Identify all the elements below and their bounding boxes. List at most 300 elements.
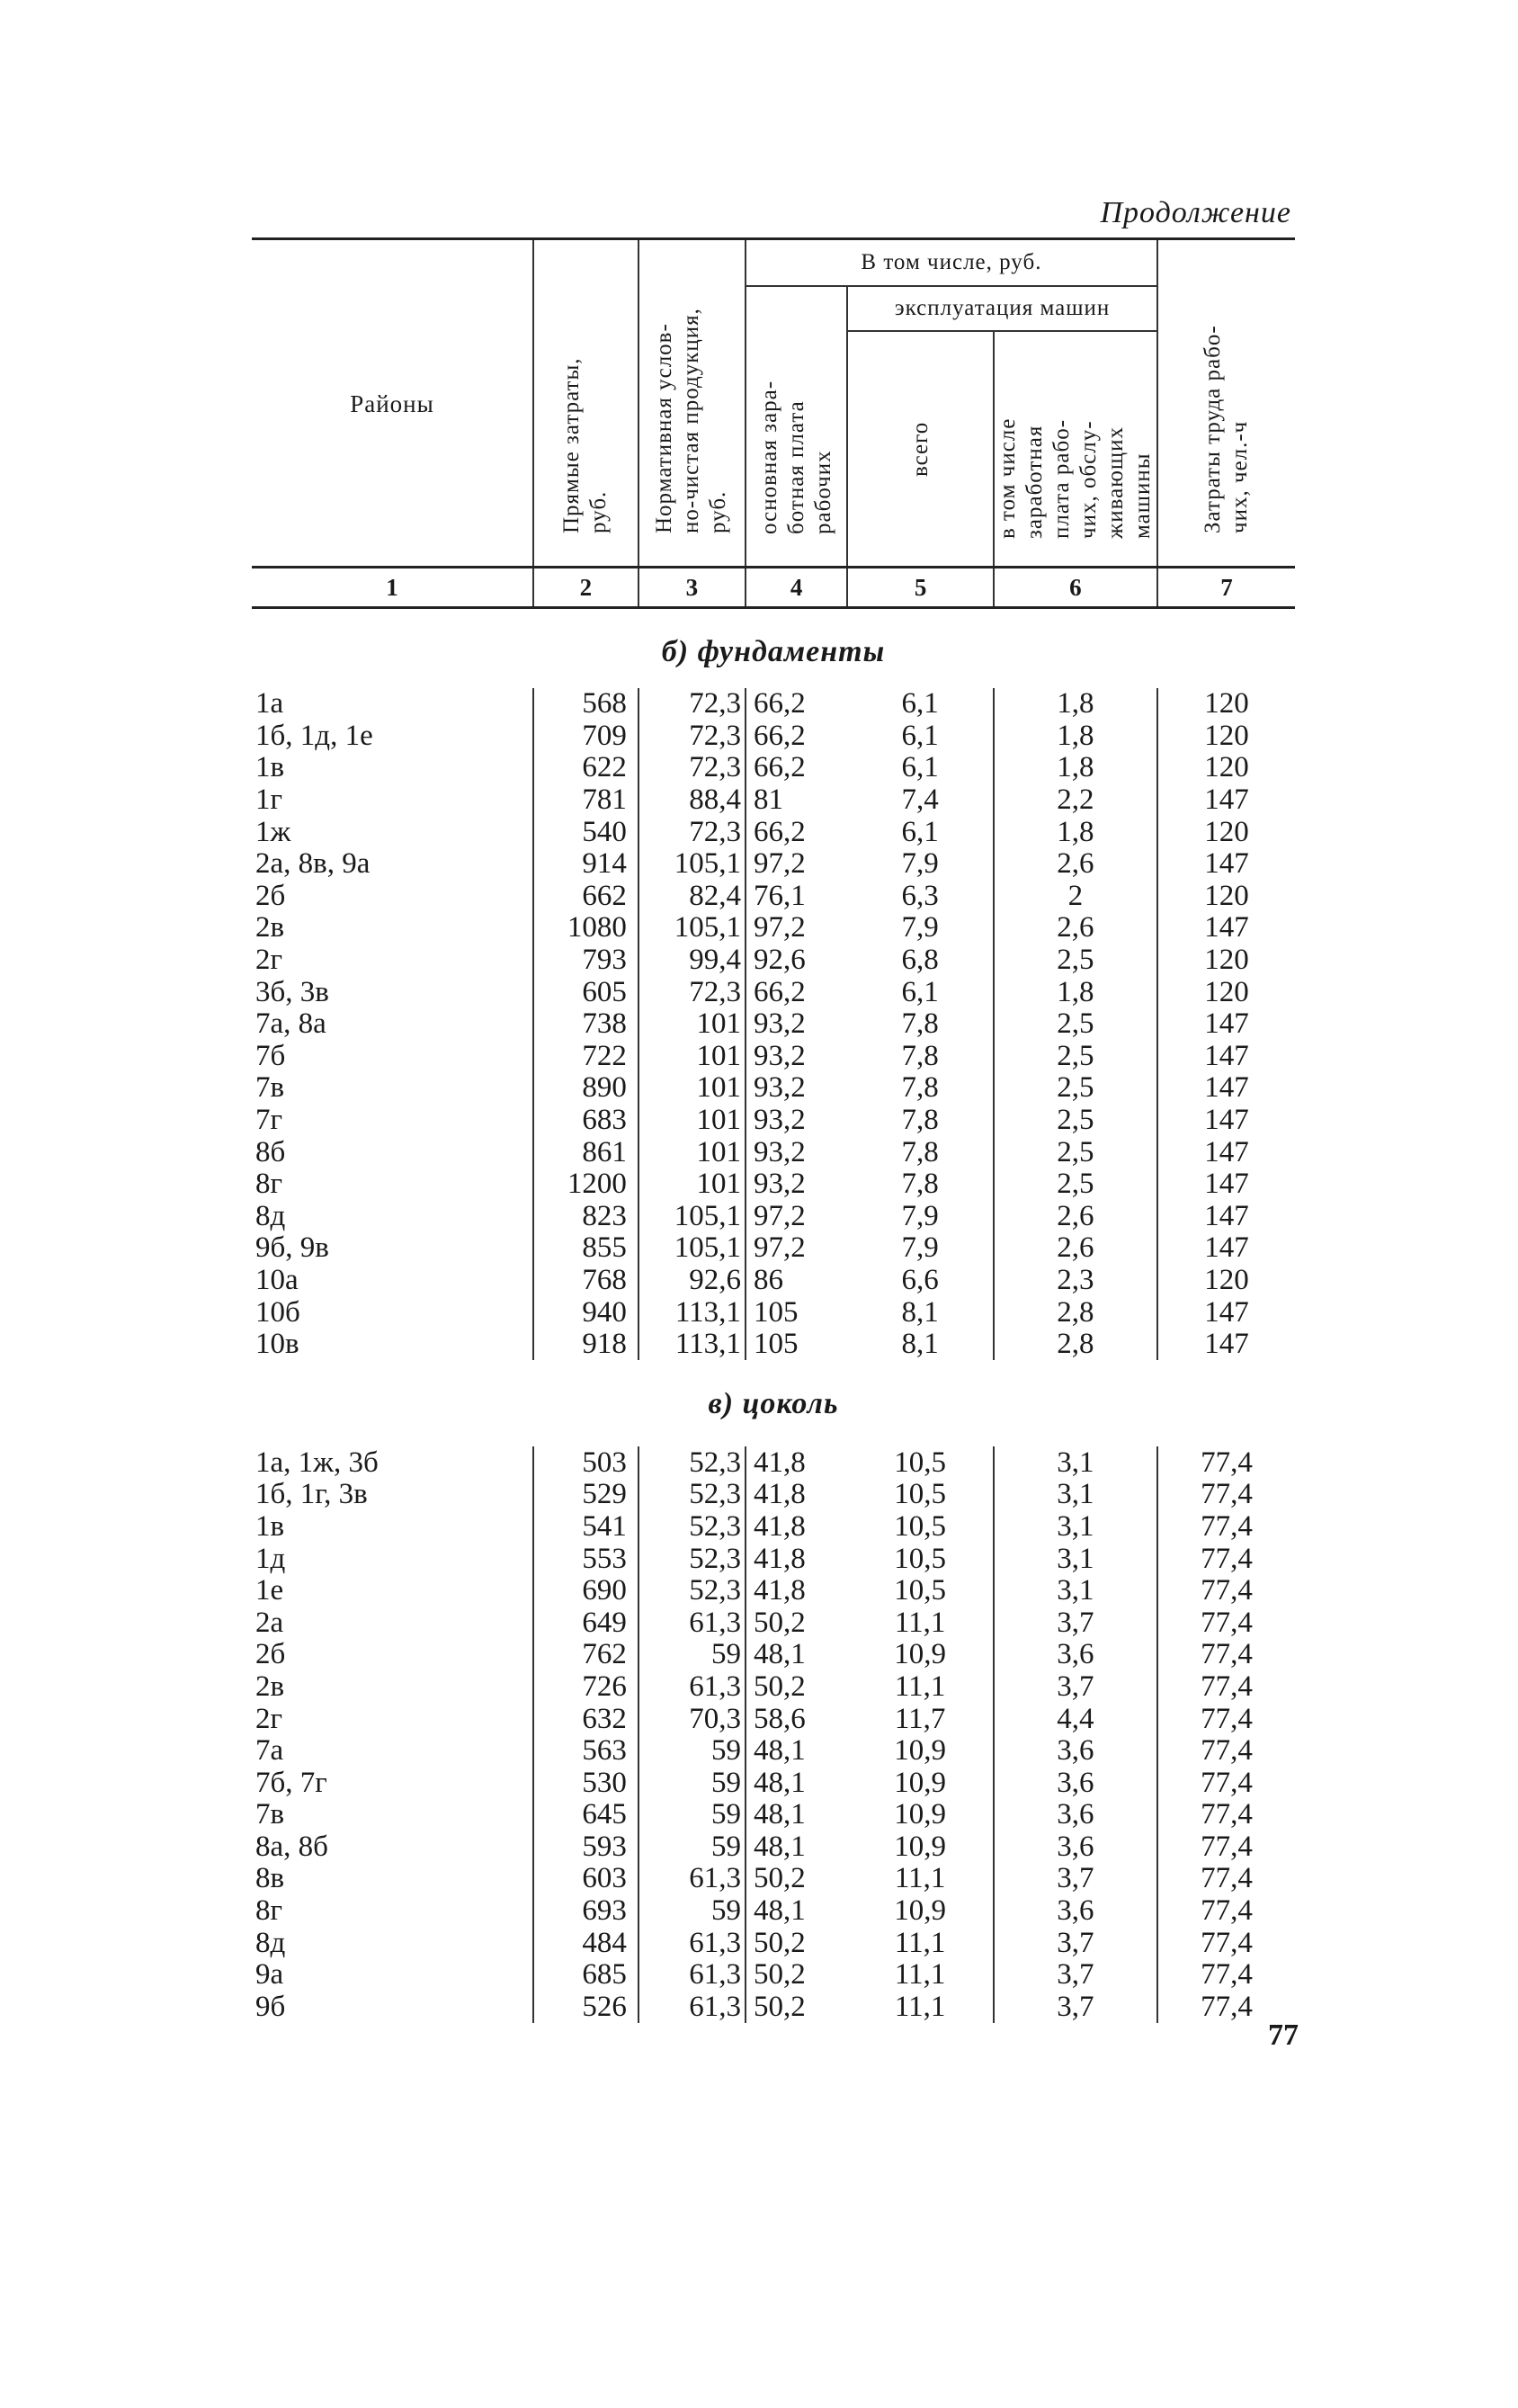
direct-costs-cell: 781 — [533, 784, 638, 817]
table-row — [252, 1703, 1295, 1735]
table-row — [252, 1008, 1295, 1041]
region-cell: 10б — [255, 1295, 300, 1329]
machine-wages-cell: 2,6 — [994, 1201, 1157, 1233]
region-cell: 7а — [255, 1734, 284, 1768]
direct-costs-cell: 738 — [533, 1008, 638, 1041]
labor-cell: 77,4 — [1157, 1639, 1295, 1671]
machine-wages-cell: 3,1 — [994, 1511, 1157, 1544]
table-row — [252, 1041, 1295, 1073]
machine-total-cell: 11,1 — [894, 1862, 946, 1895]
col-number: 2 — [533, 568, 638, 608]
machine-total-cell: 6,6 — [901, 1263, 939, 1296]
region-cell: 7в — [255, 1071, 285, 1105]
table-row — [252, 1072, 1295, 1105]
labor-cell: 77,4 — [1157, 1446, 1295, 1479]
labor-cell: 120 — [1157, 944, 1295, 977]
header-direct-costs: Прямые затраты, руб. — [533, 239, 638, 568]
machine-wages-cell: 2,5 — [994, 944, 1157, 977]
header-base-wages: основная зара- ботная плата рабочих — [746, 286, 847, 568]
base-wages-cell: 66,2 — [746, 976, 847, 1008]
region-cell: 2г — [255, 944, 283, 977]
machine-total-cell: 10,5 — [894, 1446, 946, 1479]
section-title: в) цоколь — [708, 1386, 839, 1420]
base-wages-cell: 97,2 — [746, 848, 847, 881]
table-row — [252, 1136, 1295, 1168]
normative-output-cell: 72,3 — [638, 721, 746, 753]
base-wages-cell: 92,6 — [746, 944, 847, 977]
base-wages-cell: 66,2 — [746, 752, 847, 784]
machine-wages-cell: 1,8 — [994, 976, 1157, 1008]
table-row — [252, 1232, 1295, 1265]
direct-costs-cell: 683 — [533, 1105, 638, 1137]
table-row — [252, 1511, 1295, 1544]
region-cell: 2г — [255, 1702, 283, 1735]
direct-costs-cell: 541 — [533, 1511, 638, 1544]
machine-wages-cell: 1,8 — [994, 752, 1157, 784]
machine-total-cell: 10,5 — [894, 1574, 946, 1607]
normative-output-cell: 101 — [638, 1105, 746, 1137]
machine-wages-cell: 2,8 — [994, 1329, 1157, 1361]
machine-wages-cell: 3,6 — [994, 1799, 1157, 1831]
normative-output-cell: 101 — [638, 1168, 746, 1201]
table-row — [252, 976, 1295, 1008]
region-cell: 7г — [255, 1104, 283, 1137]
normative-output-cell: 61,3 — [638, 1992, 746, 2024]
region-cell: 10а — [255, 1263, 299, 1296]
machine-total-cell: 7,8 — [901, 1039, 939, 1072]
machine-wages-cell: 1,8 — [994, 721, 1157, 753]
direct-costs-cell: 685 — [533, 1959, 638, 1992]
machine-wages-cell: 3,1 — [994, 1575, 1157, 1607]
base-wages-cell: 93,2 — [746, 1136, 847, 1168]
normative-output-cell: 52,3 — [638, 1446, 746, 1479]
base-wages-cell: 48,1 — [746, 1735, 847, 1768]
direct-costs-cell: 1080 — [533, 912, 638, 944]
direct-costs-cell: 605 — [533, 976, 638, 1008]
direct-costs-cell: 503 — [533, 1446, 638, 1479]
machine-total-cell: 7,9 — [901, 1199, 939, 1232]
table-row — [252, 1863, 1295, 1895]
labor-cell: 120 — [1157, 816, 1295, 848]
machine-wages-cell: 2,2 — [994, 784, 1157, 817]
direct-costs-cell: 603 — [533, 1863, 638, 1895]
direct-costs-cell: 645 — [533, 1799, 638, 1831]
col-number: 4 — [746, 568, 847, 608]
base-wages-cell: 48,1 — [746, 1799, 847, 1831]
base-wages-cell: 93,2 — [746, 1168, 847, 1201]
normative-output-cell: 101 — [638, 1041, 746, 1073]
col-number: 1 — [252, 568, 533, 608]
labor-cell: 77,4 — [1157, 1511, 1295, 1544]
region-cell: 2в — [255, 1669, 285, 1703]
normative-output-cell: 72,3 — [638, 688, 746, 721]
table-row — [252, 1201, 1295, 1233]
machine-total-cell: 7,8 — [901, 1168, 939, 1201]
region-cell: 1в — [255, 751, 285, 784]
machine-total-cell: 6,1 — [901, 687, 939, 721]
machine-total-cell: 8,1 — [901, 1328, 939, 1361]
header-labor: Затраты труда рабо- чих, чел.-ч — [1157, 239, 1295, 568]
direct-costs-cell: 690 — [533, 1575, 638, 1607]
labor-cell: 147 — [1157, 1296, 1295, 1329]
base-wages-cell: 66,2 — [746, 721, 847, 753]
base-wages-cell: 76,1 — [746, 881, 847, 913]
direct-costs-cell: 722 — [533, 1041, 638, 1073]
base-wages-cell: 93,2 — [746, 1072, 847, 1105]
normative-output-cell: 105,1 — [638, 848, 746, 881]
normative-output-cell: 72,3 — [638, 976, 746, 1008]
labor-cell: 77,4 — [1157, 1992, 1295, 2024]
direct-costs-cell: 726 — [533, 1671, 638, 1704]
table-row — [252, 1446, 1295, 1479]
region-cell: 7б — [255, 1039, 286, 1072]
normative-output-cell: 61,3 — [638, 1959, 746, 1992]
labor-cell: 77,4 — [1157, 1831, 1295, 1864]
region-cell: 1д — [255, 1542, 286, 1575]
base-wages-cell: 93,2 — [746, 1105, 847, 1137]
machine-total-cell: 10,5 — [894, 1509, 946, 1543]
labor-cell: 120 — [1157, 752, 1295, 784]
machine-total-cell: 10,5 — [894, 1542, 946, 1575]
machine-wages-cell: 3,1 — [994, 1479, 1157, 1511]
table-row — [252, 1575, 1295, 1607]
machine-wages-cell: 2,8 — [994, 1296, 1157, 1329]
base-wages-cell: 66,2 — [746, 816, 847, 848]
machine-total-cell: 7,4 — [901, 783, 939, 817]
normative-output-cell: 72,3 — [638, 816, 746, 848]
table-row — [252, 1543, 1295, 1575]
table-row — [252, 1767, 1295, 1799]
labor-cell: 77,4 — [1157, 1799, 1295, 1831]
direct-costs-cell: 709 — [533, 721, 638, 753]
normative-output-cell: 61,3 — [638, 1607, 746, 1639]
labor-cell: 77,4 — [1157, 1767, 1295, 1799]
region-cell: 8в — [255, 1862, 285, 1895]
labor-cell: 120 — [1157, 976, 1295, 1008]
normative-output-cell: 105,1 — [638, 1201, 746, 1233]
machine-wages-cell: 3,1 — [994, 1543, 1157, 1575]
region-cell: 2а — [255, 1606, 284, 1639]
base-wages-cell: 66,2 — [746, 688, 847, 721]
table-row — [252, 944, 1295, 977]
header-machine-group: эксплуатация машин — [847, 286, 1157, 331]
normative-output-cell: 99,4 — [638, 944, 746, 977]
direct-costs-cell: 768 — [533, 1265, 638, 1297]
base-wages-cell: 50,2 — [746, 1927, 847, 1959]
region-cell: 7б, 7г — [255, 1766, 327, 1799]
machine-wages-cell: 2,5 — [994, 1168, 1157, 1201]
region-cell: 8г — [255, 1168, 283, 1201]
header-machine-total: всего — [847, 331, 994, 568]
region-cell: 7а, 8а — [255, 1007, 326, 1041]
table-row — [252, 721, 1295, 753]
section-title-row — [252, 608, 1295, 689]
normative-output-cell: 61,3 — [638, 1863, 746, 1895]
direct-costs-cell: 693 — [533, 1895, 638, 1928]
region-cell: 1е — [255, 1574, 284, 1607]
normative-output-cell: 59 — [638, 1639, 746, 1671]
table-row — [252, 912, 1295, 944]
continuation-label: Продолжение — [1100, 196, 1291, 229]
machine-wages-cell: 2,6 — [994, 912, 1157, 944]
labor-cell: 147 — [1157, 1008, 1295, 1041]
machine-total-cell: 10,5 — [894, 1478, 946, 1511]
table-row — [252, 1329, 1295, 1361]
normative-output-cell: 52,3 — [638, 1511, 746, 1544]
region-cell: 1в — [255, 1509, 285, 1543]
table-row — [252, 1959, 1295, 1992]
table-row — [252, 1607, 1295, 1639]
region-cell: 1а, 1ж, 3б — [255, 1446, 379, 1479]
direct-costs-cell: 530 — [533, 1767, 638, 1799]
direct-costs-cell: 529 — [533, 1479, 638, 1511]
base-wages-cell: 50,2 — [746, 1671, 847, 1704]
base-wages-cell: 93,2 — [746, 1008, 847, 1041]
table-row — [252, 1799, 1295, 1831]
base-wages-cell: 48,1 — [746, 1767, 847, 1799]
base-wages-cell: 81 — [746, 784, 847, 817]
labor-cell: 120 — [1157, 1265, 1295, 1297]
direct-costs-cell: 1200 — [533, 1168, 638, 1201]
base-wages-cell: 105 — [746, 1329, 847, 1361]
base-wages-cell: 86 — [746, 1265, 847, 1297]
normative-output-cell: 105,1 — [638, 912, 746, 944]
machine-wages-cell: 3,7 — [994, 1992, 1157, 2024]
normative-output-cell: 70,3 — [638, 1703, 746, 1735]
machine-total-cell: 10,9 — [894, 1798, 946, 1831]
direct-costs-cell: 540 — [533, 816, 638, 848]
base-wages-cell: 93,2 — [746, 1041, 847, 1073]
normative-output-cell: 101 — [638, 1072, 746, 1105]
table-row — [252, 1479, 1295, 1511]
machine-total-cell: 7,8 — [901, 1071, 939, 1105]
machine-total-cell: 10,9 — [894, 1830, 946, 1863]
labor-cell: 77,4 — [1157, 1703, 1295, 1735]
col-number: 3 — [638, 568, 746, 608]
labor-cell: 147 — [1157, 1329, 1295, 1361]
normative-output-cell: 52,3 — [638, 1479, 746, 1511]
normative-output-cell: 72,3 — [638, 752, 746, 784]
machine-wages-cell: 3,6 — [994, 1767, 1157, 1799]
machine-total-cell: 6,1 — [901, 815, 939, 848]
machine-total-cell: 7,8 — [901, 1135, 939, 1168]
header-regions: Районы — [350, 389, 434, 417]
table-row — [252, 848, 1295, 881]
normative-output-cell: 59 — [638, 1735, 746, 1768]
machine-wages-cell: 1,8 — [994, 816, 1157, 848]
direct-costs-cell: 762 — [533, 1639, 638, 1671]
base-wages-cell: 97,2 — [746, 1201, 847, 1233]
region-cell: 10в — [255, 1328, 299, 1361]
base-wages-cell: 50,2 — [746, 1992, 847, 2024]
direct-costs-cell: 563 — [533, 1735, 638, 1768]
machine-total-cell: 10,9 — [894, 1734, 946, 1768]
region-cell: 1б, 1г, 3в — [255, 1478, 368, 1511]
direct-costs-cell: 793 — [533, 944, 638, 977]
machine-wages-cell: 2,5 — [994, 1008, 1157, 1041]
labor-cell: 120 — [1157, 721, 1295, 753]
machine-total-cell: 10,9 — [894, 1766, 946, 1799]
machine-total-cell: 8,1 — [901, 1295, 939, 1329]
labor-cell: 147 — [1157, 1072, 1295, 1105]
region-cell: 2б — [255, 879, 286, 912]
direct-costs-cell: 568 — [533, 688, 638, 721]
data-table — [252, 237, 1295, 2023]
normative-output-cell: 82,4 — [638, 881, 746, 913]
table-row — [252, 816, 1295, 848]
table-row — [252, 1639, 1295, 1671]
direct-costs-cell: 823 — [533, 1201, 638, 1233]
labor-cell: 77,4 — [1157, 1543, 1295, 1575]
col-number: 6 — [994, 568, 1157, 608]
table-row — [252, 1831, 1295, 1864]
machine-wages-cell: 3,6 — [994, 1895, 1157, 1928]
direct-costs-cell: 914 — [533, 848, 638, 881]
normative-output-cell: 59 — [638, 1799, 746, 1831]
labor-cell: 77,4 — [1157, 1927, 1295, 1959]
labor-cell: 77,4 — [1157, 1575, 1295, 1607]
base-wages-cell: 50,2 — [746, 1863, 847, 1895]
normative-output-cell: 61,3 — [638, 1671, 746, 1704]
labor-cell: 147 — [1157, 1232, 1295, 1265]
direct-costs-cell: 855 — [533, 1232, 638, 1265]
machine-wages-cell: 2,5 — [994, 1136, 1157, 1168]
labor-cell: 147 — [1157, 912, 1295, 944]
labor-cell: 77,4 — [1157, 1959, 1295, 1992]
direct-costs-cell: 890 — [533, 1072, 638, 1105]
machine-total-cell: 10,9 — [894, 1894, 946, 1928]
table-row — [252, 688, 1295, 721]
base-wages-cell: 48,1 — [746, 1639, 847, 1671]
base-wages-cell: 97,2 — [746, 1232, 847, 1265]
machine-wages-cell: 4,4 — [994, 1703, 1157, 1735]
machine-total-cell: 10,9 — [894, 1638, 946, 1671]
normative-output-cell: 92,6 — [638, 1265, 746, 1297]
normative-output-cell: 88,4 — [638, 784, 746, 817]
machine-total-cell: 11,1 — [894, 1926, 946, 1959]
labor-cell: 147 — [1157, 848, 1295, 881]
labor-cell: 147 — [1157, 1201, 1295, 1233]
direct-costs-cell: 918 — [533, 1329, 638, 1361]
base-wages-cell: 105 — [746, 1296, 847, 1329]
machine-total-cell: 11,1 — [894, 1669, 946, 1703]
direct-costs-cell: 553 — [533, 1543, 638, 1575]
machine-total-cell: 6,1 — [901, 975, 939, 1008]
section-title-row — [252, 1360, 1295, 1446]
machine-total-cell: 11,1 — [894, 1606, 946, 1639]
machine-wages-cell: 2,5 — [994, 1105, 1157, 1137]
region-cell: 2б — [255, 1638, 286, 1671]
page-number: 77 — [1268, 2019, 1299, 2052]
labor-cell: 147 — [1157, 1168, 1295, 1201]
col-number: 7 — [1157, 568, 1295, 608]
machine-total-cell: 7,8 — [901, 1104, 939, 1137]
labor-cell: 120 — [1157, 688, 1295, 721]
machine-total-cell: 6,1 — [901, 719, 939, 752]
machine-wages-cell: 2,6 — [994, 1232, 1157, 1265]
base-wages-cell: 50,2 — [746, 1607, 847, 1639]
header-normative-output: Нормативная услов- но-чистая продукция, руб. — [638, 239, 746, 568]
labor-cell: 120 — [1157, 881, 1295, 913]
labor-cell: 147 — [1157, 1105, 1295, 1137]
base-wages-cell: 41,8 — [746, 1543, 847, 1575]
base-wages-cell: 41,8 — [746, 1575, 847, 1607]
labor-cell: 77,4 — [1157, 1863, 1295, 1895]
machine-total-cell: 6,8 — [901, 944, 939, 977]
direct-costs-cell: 622 — [533, 752, 638, 784]
machine-wages-cell: 3,7 — [994, 1607, 1157, 1639]
machine-total-cell: 11,1 — [894, 1990, 946, 2023]
header-incl-group: В том числе, руб. — [746, 239, 1157, 287]
region-cell: 1г — [255, 783, 283, 817]
normative-output-cell: 61,3 — [638, 1927, 746, 1959]
machine-wages-cell: 3,7 — [994, 1863, 1157, 1895]
direct-costs-cell: 484 — [533, 1927, 638, 1959]
direct-costs-cell: 632 — [533, 1703, 638, 1735]
machine-total-cell: 7,9 — [901, 911, 939, 944]
region-cell: 7в — [255, 1798, 285, 1831]
direct-costs-cell: 940 — [533, 1296, 638, 1329]
base-wages-cell: 41,8 — [746, 1479, 847, 1511]
region-cell: 8а, 8б — [255, 1830, 328, 1863]
table-row — [252, 1735, 1295, 1768]
machine-wages-cell: 2,5 — [994, 1072, 1157, 1105]
header-machine-wages: в том числе заработная плата рабо- чих, обслу- живающих машины — [994, 331, 1157, 568]
table-row — [252, 1992, 1295, 2024]
normative-output-cell: 113,1 — [638, 1296, 746, 1329]
base-wages-cell: 50,2 — [746, 1959, 847, 1992]
labor-cell: 147 — [1157, 1136, 1295, 1168]
direct-costs-cell: 526 — [533, 1992, 638, 2024]
machine-wages-cell: 2,5 — [994, 1041, 1157, 1073]
region-cell: 2а, 8в, 9а — [255, 847, 371, 881]
col-number: 5 — [847, 568, 994, 608]
direct-costs-cell: 649 — [533, 1607, 638, 1639]
machine-wages-cell: 3,7 — [994, 1927, 1157, 1959]
machine-wages-cell: 3,6 — [994, 1831, 1157, 1864]
machine-wages-cell: 2 — [994, 881, 1157, 913]
machine-total-cell: 7,9 — [901, 847, 939, 881]
labor-cell: 77,4 — [1157, 1479, 1295, 1511]
table-row — [252, 1168, 1295, 1201]
machine-total-cell: 6,1 — [901, 751, 939, 784]
table-header — [252, 239, 1295, 608]
base-wages-cell: 41,8 — [746, 1511, 847, 1544]
table-row — [252, 881, 1295, 913]
region-cell: 9б — [255, 1990, 286, 2023]
region-cell: 1б, 1д, 1е — [255, 719, 373, 752]
region-cell: 8д — [255, 1926, 286, 1959]
labor-cell: 147 — [1157, 784, 1295, 817]
region-cell: 9а — [255, 1958, 284, 1992]
labor-cell: 77,4 — [1157, 1895, 1295, 1928]
labor-cell: 77,4 — [1157, 1735, 1295, 1768]
machine-wages-cell: 3,6 — [994, 1639, 1157, 1671]
column-number-row — [252, 568, 1295, 608]
table-row — [252, 1895, 1295, 1928]
normative-output-cell: 105,1 — [638, 1232, 746, 1265]
machine-wages-cell: 3,6 — [994, 1735, 1157, 1768]
table-row — [252, 1105, 1295, 1137]
region-cell: 2в — [255, 911, 285, 944]
machine-wages-cell: 1,8 — [994, 688, 1157, 721]
normative-output-cell: 59 — [638, 1767, 746, 1799]
region-cell: 8г — [255, 1894, 283, 1928]
machine-total-cell: 11,7 — [894, 1702, 946, 1735]
normative-output-cell: 101 — [638, 1008, 746, 1041]
table-row — [252, 752, 1295, 784]
table-row — [252, 1265, 1295, 1297]
